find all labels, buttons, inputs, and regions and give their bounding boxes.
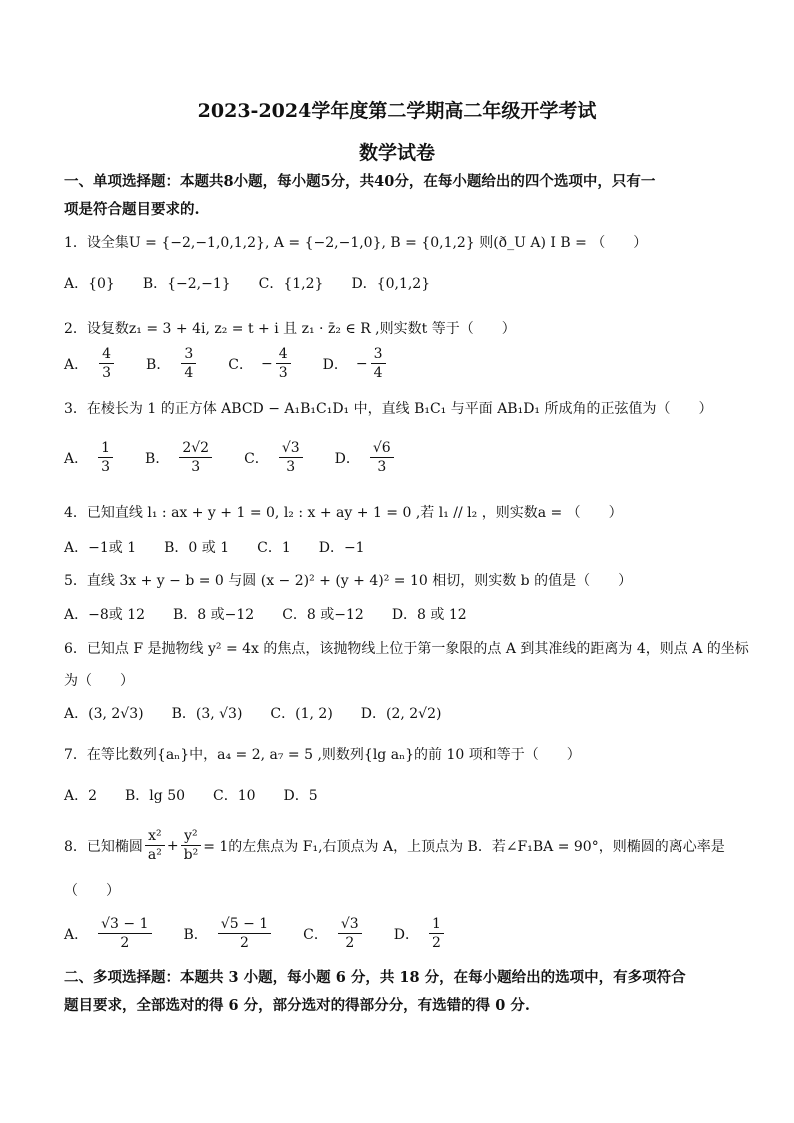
- q4-stem: 4．已知直线 l₁ : ax + y + 1 = 0, l₂ : x + ay + 1 = 0 ,若 l₁ // l₂ ，则实数a = （ ）: [64, 505, 623, 521]
- fraction: $\frac{\text{x²}}{\text{a²}}$: [145, 828, 165, 863]
- q5-stem: 5．直线 3x + y − b = 0 与圆 (x − 2)² + (y + 4)² = 10 相切，则实数 b 的值是（ ）: [64, 573, 633, 589]
- q2-options: [64, 346, 418, 381]
- q1-stem: 1．设全集U = {−2,−1,0,1,2}, A = {−2,−1,0}, B = {0,1,2} 则(ð_U A) I B = （ ）: [64, 235, 648, 251]
- q6-stem-line2: 为（ ）: [64, 673, 134, 689]
- fraction: $\frac{3}{4}$: [371, 346, 386, 381]
- q8-stem: 8．已知椭圆 $\frac{\text{x²}}{\text{a²}}$ + $\frac{\text{y²}}{\text{b²}}$ = 1的左焦点为 F₁,右顶点为 A，上顶点为 B．若∠F₁BA = 90°，则椭圆的离心率是: [64, 828, 725, 863]
- q8-option-a: A． $\frac{√3 - 1}{2}$: [64, 916, 154, 951]
- fraction: $\frac{1}{3}$: [98, 440, 113, 475]
- fraction: $\frac{3}{4}$: [181, 346, 196, 381]
- q8-option-c: C． $\frac{√3}{2}$: [303, 916, 364, 951]
- exam-title: 2023-2024学年度第二学期高二年级开学考试: [197, 100, 597, 122]
- section1-line1: 一、单项选择题：本题共8小题，每小题5分，共40分，在每小题给出的四个选项中，只有一: [64, 173, 656, 190]
- q1-options: A．{0} B．{−2,−1} C．{1,2} D．{0,1,2}: [64, 276, 431, 292]
- q6-stem-line1: 6．已知点 F 是抛物线 y² = 4x 的焦点，该抛物线上位于第一象限的点 A 到其准线的距离为 4，则点 A 的坐标: [64, 641, 749, 657]
- fraction: $\frac{4}{3}$: [276, 346, 291, 381]
- q3-option-b: B． $\frac{2√2}{3}$: [145, 440, 214, 475]
- section2-heading: [64, 964, 734, 1020]
- q3-options: [64, 440, 426, 475]
- section1-line2: 项是符合题目要求的.: [64, 201, 200, 218]
- section1-heading: [64, 168, 734, 224]
- q3-option-c: C． $\frac{√3}{3}$: [244, 440, 305, 475]
- fraction: $\frac{2√2}{3}$: [179, 440, 212, 475]
- q3-option-d: D． $\frac{√6}{3}$: [335, 440, 396, 475]
- q7-stem: 7．在等比数列{aₙ}中，a₄ = 2, a₇ = 5 ,则数列{lg aₙ}的前 10 项和等于（ ）: [64, 747, 581, 763]
- fraction: $\frac{√5 - 1}{2}$: [218, 916, 271, 951]
- fraction: $\frac{4}{3}$: [99, 346, 114, 381]
- q7-options: A．2 B．lg 50 C．10 D．5: [64, 788, 318, 804]
- q8-options: [64, 916, 476, 951]
- q8-option-b: B． $\frac{√5 - 1}{2}$: [184, 916, 274, 951]
- q2-option-b: B． $\frac{3}{4}$: [146, 346, 198, 381]
- q2-option-c: C． − $\frac{4}{3}$: [228, 346, 292, 381]
- q5-options: A．−8或 12 B．8 或−12 C．8 或−12 D．8 或 12: [64, 607, 467, 623]
- q2-stem: 2．设复数z₁ = 3 + 4i, z₂ = t + i 且 z₁ · z̄₂ ∈ R ,则实数t 等于（ ）: [64, 321, 516, 337]
- q6-options: A．(3, 2√3) B．(3, √3) C．(1, 2) D．(2, 2√2): [64, 706, 442, 722]
- q2-option-d: D． − $\frac{3}{4}$: [323, 346, 388, 381]
- q8-option-d: D． $\frac{1}{2}$: [394, 916, 446, 951]
- section2-line1: 二、多项选择题：本题共 3 小题，每小题 6 分，共 18 分，在每小题给出的选项中，有多项符合: [64, 969, 686, 986]
- fraction: $\frac{√3}{2}$: [338, 916, 362, 951]
- fraction: $\frac{\text{y²}}{\text{b²}}$: [181, 828, 202, 863]
- fraction: $\frac{√3 - 1}{2}$: [98, 916, 151, 951]
- q3-stem: 3．在棱长为 1 的正方体 ABCD − A₁B₁C₁D₁ 中，直线 B₁C₁ 与平面 AB₁D₁ 所成角的正弦值为（ ）: [64, 401, 713, 417]
- exam-subtitle: 数学试卷: [358, 142, 435, 164]
- fraction: $\frac{1}{2}$: [429, 916, 444, 951]
- fraction: $\frac{√6}{3}$: [370, 440, 394, 475]
- section2-line2: 题目要求，全部选对的得 6 分，部分选对的得部分分，有选错的得 0 分.: [64, 997, 530, 1014]
- q3-option-a: A． $\frac{1}{3}$: [64, 440, 115, 475]
- q4-options: A．−1或 1 B．0 或 1 C．1 D．−1: [64, 540, 365, 556]
- q2-option-a: A． $\frac{4}{3}$: [64, 346, 116, 381]
- fraction: $\frac{√3}{3}$: [279, 440, 303, 475]
- q8-paren: （ ）: [64, 883, 120, 899]
